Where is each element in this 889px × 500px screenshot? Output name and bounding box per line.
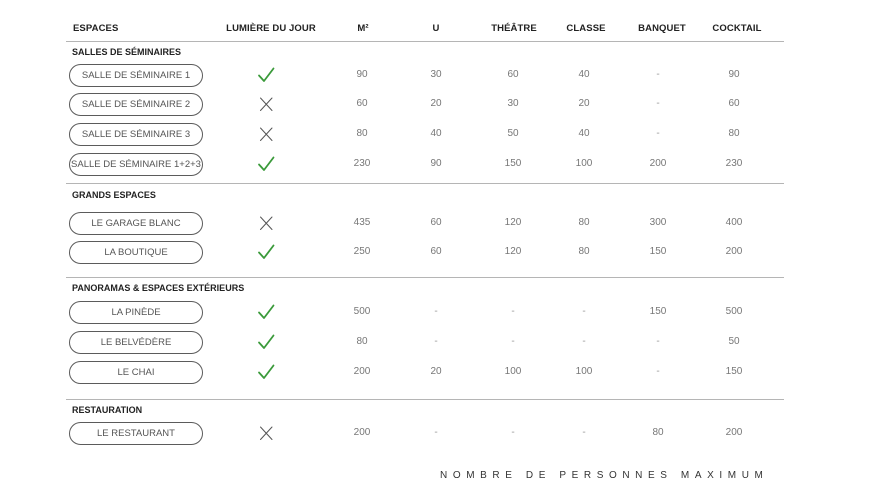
capacity-value: -	[656, 128, 660, 139]
column-header: M²	[357, 23, 369, 34]
capacity-value: 80	[652, 427, 664, 438]
capacity-value: -	[656, 98, 660, 109]
capacity-value: 90	[430, 158, 442, 169]
capacity-value: 60	[430, 246, 442, 257]
capacity-value: -	[511, 427, 515, 438]
capacity-value: 200	[725, 246, 743, 257]
check-icon	[257, 303, 275, 321]
space-name-pill[interactable]: LE CHAI	[69, 361, 203, 384]
capacity-value: -	[434, 336, 438, 347]
capacity-value: 120	[504, 217, 522, 228]
cross-icon	[257, 214, 275, 232]
space-name-pill[interactable]: SALLE DE SÉMINAIRE 1	[69, 64, 203, 87]
capacity-value: 200	[725, 427, 743, 438]
capacity-value: 400	[725, 217, 743, 228]
capacity-value: 230	[353, 158, 371, 169]
column-header: BANQUET	[638, 23, 686, 34]
capacity-value: 150	[725, 366, 743, 377]
capacity-value: 60	[356, 98, 368, 109]
capacity-value: -	[511, 336, 515, 347]
capacity-value: 40	[578, 69, 590, 80]
space-name-pill[interactable]: LA BOUTIQUE	[69, 241, 203, 264]
capacity-value: 150	[649, 306, 667, 317]
capacity-value: 60	[507, 69, 519, 80]
capacity-value: 80	[578, 217, 590, 228]
capacity-value: 80	[356, 128, 368, 139]
capacity-value: 200	[353, 427, 371, 438]
column-header: COCKTAIL	[712, 23, 762, 34]
check-icon	[257, 333, 275, 351]
capacity-value: 250	[353, 246, 371, 257]
capacity-value: -	[582, 306, 586, 317]
capacity-value: 200	[353, 366, 371, 377]
section-divider	[66, 41, 784, 42]
cross-icon	[257, 424, 275, 442]
capacity-value: -	[511, 306, 515, 317]
capacity-value: 50	[507, 128, 519, 139]
capacity-value: 100	[575, 366, 593, 377]
capacity-value: -	[656, 336, 660, 347]
check-icon	[257, 66, 275, 84]
capacity-value: -	[656, 366, 660, 377]
capacity-value: 100	[504, 366, 522, 377]
space-name-pill[interactable]: LA PINÈDE	[69, 301, 203, 324]
capacity-value: 120	[504, 246, 522, 257]
capacity-value: -	[434, 427, 438, 438]
cross-icon	[257, 95, 275, 113]
capacity-value: 80	[356, 336, 368, 347]
capacity-value: 20	[430, 366, 442, 377]
capacity-value: 30	[507, 98, 519, 109]
section-title: RESTAURATION	[72, 405, 143, 415]
capacity-value: 80	[728, 128, 740, 139]
capacity-value: 60	[728, 98, 740, 109]
capacity-value: 40	[430, 128, 442, 139]
capacity-value: -	[582, 427, 586, 438]
space-name-pill[interactable]: SALLE DE SÉMINAIRE 2	[69, 93, 203, 116]
space-name-pill[interactable]: SALLE DE SÉMINAIRE 3	[69, 123, 203, 146]
capacity-value: 20	[578, 98, 590, 109]
capacity-value: 500	[725, 306, 743, 317]
capacity-value: -	[656, 69, 660, 80]
check-icon	[257, 155, 275, 173]
capacity-value: 500	[353, 306, 371, 317]
space-name-pill[interactable]: SALLE DE SÉMINAIRE 1+2+3	[69, 153, 203, 176]
section-title: GRANDS ESPACES	[72, 190, 156, 200]
check-icon	[257, 243, 275, 261]
capacity-value: 435	[353, 217, 371, 228]
footer-note: NOMBRE DE PERSONNES MAXIMUM	[440, 470, 769, 481]
check-icon	[257, 363, 275, 381]
capacity-value: 50	[728, 336, 740, 347]
capacity-value: -	[582, 336, 586, 347]
column-header: ESPACES	[73, 23, 119, 34]
space-name-pill[interactable]: LE BELVÉDÈRE	[69, 331, 203, 354]
column-header: LUMIÈRE DU JOUR	[226, 23, 316, 34]
capacity-value: 300	[649, 217, 667, 228]
capacity-value: 100	[575, 158, 593, 169]
capacity-value: 20	[430, 98, 442, 109]
capacity-value: 90	[356, 69, 368, 80]
column-header: CLASSE	[566, 23, 606, 34]
capacity-value: 200	[649, 158, 667, 169]
capacity-value: 150	[504, 158, 522, 169]
capacity-value: 60	[430, 217, 442, 228]
column-header: THÉÂTRE	[491, 23, 537, 34]
capacity-value: 40	[578, 128, 590, 139]
section-title: SALLES DE SÉMINAIRES	[72, 47, 182, 57]
space-name-pill[interactable]: LE GARAGE BLANC	[69, 212, 203, 235]
section-divider	[66, 399, 784, 400]
capacity-value: 150	[649, 246, 667, 257]
space-name-pill[interactable]: LE RESTAURANT	[69, 422, 203, 445]
column-header: U	[432, 23, 440, 34]
capacity-value: 30	[430, 69, 442, 80]
cross-icon	[257, 125, 275, 143]
capacity-value: 80	[578, 246, 590, 257]
capacity-value: -	[434, 306, 438, 317]
section-divider	[66, 277, 784, 278]
capacity-value: 230	[725, 158, 743, 169]
section-title: PANORAMAS & ESPACES EXTÉRIEURS	[72, 283, 245, 293]
section-divider	[66, 183, 784, 184]
capacity-value: 90	[728, 69, 740, 80]
